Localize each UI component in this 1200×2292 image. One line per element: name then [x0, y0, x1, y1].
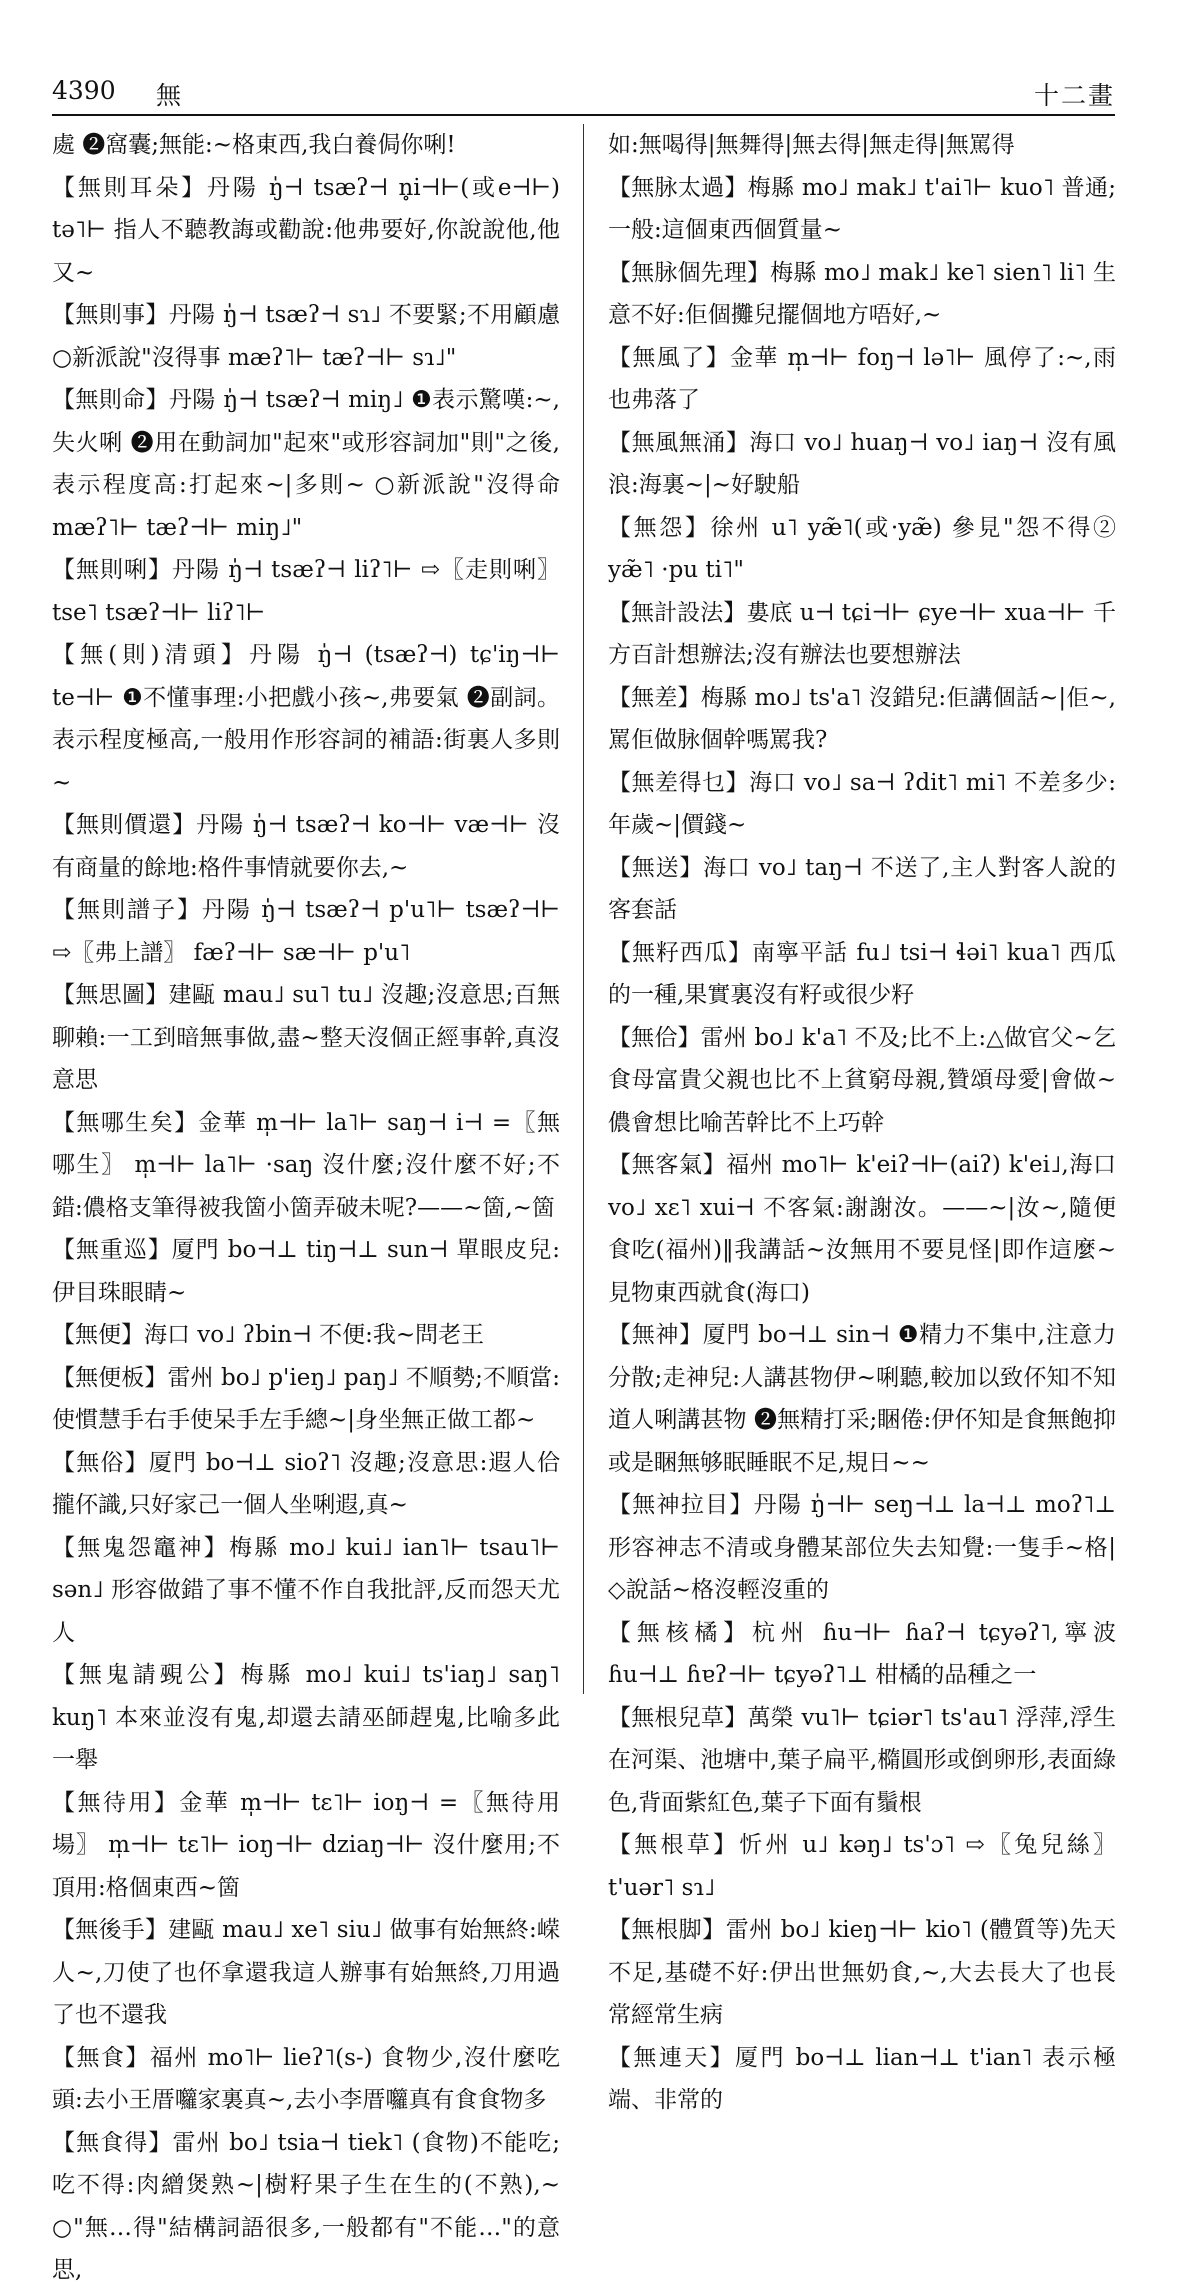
entry: 【無則耳朵】丹陽 ŋ̍⊣ tsæʔ⊣ n̥i⊣⊢(或e⊣⊢) tə˥⊢ 指人不聽教誨或勸說:他弗要好,你說說他,他又~ [52, 174, 560, 286]
page-number: 4390 [52, 76, 116, 105]
entry: 【無則價還】丹陽 ŋ̍⊣ tsæʔ⊣ ko⊣⊢ væ⊣⊢ 沒有商量的餘地:格件事情就要你去,~ [52, 812, 560, 881]
entry: 【無計設法】婁底 u⊣ tɕi⊣⊢ ɕye⊣⊢ xua⊣⊢ 千方百計想辦法;沒有辦法也要想辦法 [608, 599, 1116, 668]
entry: 處 ❷窩囊;無能:~格東西,我白養侷你唎! [52, 132, 456, 158]
entry: 【無重巡】厦門 bo⊣⊥ tiŋ⊣⊥ sun⊣ 單眼皮兒:伊目珠眼睛~ [52, 1237, 560, 1306]
page-header [52, 68, 1115, 116]
entry: 【無脉個先理】梅縣 mo˩ mak˩ ke˥ sien˥ li˥ 生意不好:佢個攤兒擺個地方唔好,~ [608, 259, 1116, 328]
entry: 【無佮】雷州 bo˩ k'a˥ 不及;比不上:△做官父~乞食母富貴父親也比不上貧窮母親,贊頌母愛|會做~儂會想比喻苦幹比不上巧幹 [608, 1024, 1116, 1136]
entry: 【無風無涌】海口 vo˩ huaŋ⊣ vo˩ iaŋ⊣ 沒有風浪:海裏~|~好駛船 [608, 429, 1116, 498]
entry: 【無俗】厦門 bo⊣⊥ sioʔ˥ 沒趣;沒意思:遐人佮攏伓識,只好家己一個人坐唎遐,真~ [52, 1449, 560, 1518]
entry: 【無神拉目】丹陽 ŋ̍⊣⊢ seŋ⊣⊥ la⊣⊥ moʔ˥⊥ 形容神志不清或身體某部位失去知覺:一隻手~格|◇說話~格沒輕沒重的 [608, 1492, 1116, 1603]
entry: 【無食】福州 mo˥⊢ lieʔ˥(s-) 食物少,沒什麼吃頭:去小王厝囖家裏真~,去小李厝囖真有食食物多 [52, 2044, 560, 2113]
entry: 【無風了】金華 m̩⊣⊢ foŋ⊣ lə˥⊢ 風停了:~,雨也弗落了 [608, 344, 1116, 413]
entry: 【無脉太過】梅縣 mo˩ mak˩ t'ai˥⊢ kuo˥ 普通;一般:這個東西個質量~ [608, 174, 1116, 243]
section-title: 十二畫 [1033, 81, 1115, 110]
entry: 【無則命】丹陽 ŋ̍⊣ tsæʔ⊣ miŋ˩ ❶表示驚嘆:~,失火唎 ❷用在動詞加"起來"或形容詞加"則"之後,表示程度高:打起來~|多則~ ○新派說"沒得命 mæʔ˥⊢ tæʔ⊣⊢ miŋ˩" [52, 387, 560, 541]
entry: 【無根兒草】萬榮 vu˥⊢ tɕiər˥ ts'au˥ 浮萍,浮生在河渠、池塘中,葉子扁平,橢圓形或倒卵形,表面綠色,背面紫紅色,葉子下面有鬚根 [608, 1704, 1116, 1816]
entry: 【無思圖】建甌 mau˩ su˥ tu˩ 沒趣;沒意思;百無聊賴:一工到暗無事做,盡~整天沒個正經事幹,真沒意思 [52, 982, 560, 1093]
column-divider [583, 124, 584, 1694]
entry: 【無根草】忻州 u˩ kəŋ˩ ts'ɔ˥ ⇨〖兔兒絲〗t'uər˥ sɿ˩ [608, 1832, 1116, 1901]
entry: 【無怨】徐州 u˥ yæ̃˥(或·yæ̃) 參見"怨不得② yæ̃˥ ·pu ti˥" [608, 514, 1116, 583]
entry: 【無送】海口 vo˩ taŋ⊣ 不送了,主人對客人說的客套話 [608, 854, 1116, 923]
entry: 【無核橘】杭州 ɦu⊣⊢ ɦaʔ⊣ tɕyəʔ˥,寧波 ɦu⊣⊥ ɦɐʔ⊣⊢ tɕyəʔ˥⊥ 柑橘的品種之一 [608, 1619, 1116, 1688]
entry: 【無神】厦門 bo⊣⊥ sin⊣ ❶精力不集中,注意力分散;走神兒:人講甚物伊~唎聽,較加以致伓知不知道人唎講甚物 ❷無精打采;睏倦:伊伓知是食無飽抑或是睏無够眠睡眠不足,規日~~ [608, 1322, 1116, 1476]
entry: 【無便】海口 vo˩ ʔbin⊣ 不便:我~問老王 [52, 1322, 485, 1348]
entry: 【無鬼請覡公】梅縣 mo˩ kui˩ ts'iaŋ˩ saŋ˥ kuŋ˥ 本來並沒有鬼,却還去請巫師趕鬼,比喻多此一舉 [52, 1662, 560, 1773]
entry: 【無根脚】雷州 bo˩ kieŋ⊣⊢ kio˥ (體質等)先天不足,基礎不好:伊出世無奶食,~,大去長大了也長常經常生病 [608, 1917, 1116, 2028]
entry: 【無後手】建甌 mau˩ xe˥ siu˩ 做事有始無終:嵘人~,刀使了也伓拿還我這人辦事有始無終,刀用過了也不還我 [52, 1917, 560, 2028]
entry: 【無客氣】福州 mo˥⊢ k'eiʔ⊣⊢(aiʔ) k'ei˩,海口 vo˩ xɛ˥ xui⊣ 不客氣:謝謝汝。——~|汝~,隨便食吃(福州)‖我講話~汝無用不要見怪|即作這麼~見物東西就食(海口) [608, 1152, 1116, 1306]
entry: 【無鬼怨竈神】梅縣 mo˩ kui˩ ian˥⊢ tsau˥⊢ sən˩ 形容做錯了事不懂不作自我批評,反而怨天尤人 [52, 1534, 560, 1646]
entry: 【無則譜子】丹陽 ŋ̍⊣ tsæʔ⊣ p'u˥⊢ tsæʔ⊣⊢ ⇨〖弗上譜〗 fæʔ⊣⊢ sæ⊣⊢ p'u˥ [52, 897, 560, 966]
entry: 【無(則)清頭】丹陽 ŋ̍⊣ (tsæʔ⊣) tɕ'iŋ⊣⊢ te⊣⊢ ❶不懂事理:小把戲小孩~,弗要氣 ❷副詞。表示程度極高,一般用作形容詞的補語:街裏人多則~ [52, 642, 560, 796]
entry: 【無便板】雷州 bo˩ p'ieŋ˩ paŋ˩ 不順勢;不順當:使慣慧手右手使呆手左手總~|身坐無正做工都~ [52, 1364, 560, 1433]
right-column [608, 124, 1116, 2113]
entry: 【無差】梅縣 mo˩ ts'a˥ 沒錯兒:佢講個話~|佢~,罵佢做脉個幹嗎罵我? [608, 684, 1116, 753]
entry: 【無待用】金華 m̩⊣⊢ tɛ˥⊢ ioŋ⊣ =〖無待用場〗 m̩⊣⊢ tɛ˥⊢ ioŋ⊣⊢ dziaŋ⊣⊢ 沒什麼用;不頂用:格個東西~箇 [52, 1789, 560, 1901]
entry: 【無差得乜】海口 vo˩ sa⊣ ʔdit˥ mi˥ 不差多少:年歲~|價錢~ [608, 769, 1116, 838]
head-character: 無 [156, 81, 182, 110]
entry: 【無則事】丹陽 ŋ̍⊣ tsæʔ⊣ sɿ˩ 不要緊;不用顧慮 ○新派說"沒得事 mæʔ˥⊢ tæʔ⊣⊢ sɿ˩" [52, 302, 560, 371]
entry: 【無食得】雷州 bo˩ tsia⊣ tiek˥ (食物)不能吃;吃不得:肉繒煲熟~|樹籽果子生在生的(不熟),~ ○"無…得"結構詞語很多,一般都有"不能…"的意思, [52, 2129, 560, 2283]
entry: 【無籽西瓜】南寧平話 fu˩ tsi⊣ ɬəi˥ kua˥ 西瓜的一種,果實裏沒有籽或很少籽 [608, 939, 1116, 1008]
entry: 【無哪生矣】金華 m̩⊣⊢ la˥⊢ saŋ⊣ i⊣ =〖無哪生〗 m̩⊣⊢ la˥⊢ ·saŋ 沒什麼;沒什麼不好;不錯:儂格支筆得被我箇小箇弄破未呢?——~箇,~箇 [52, 1109, 560, 1221]
entry: 【無則唎】丹陽 ŋ̍⊣ tsæʔ⊣ liʔ˥⊢ ⇨〖走則唎〗 tse˥ tsæʔ⊣⊢ liʔ˥⊢ [52, 557, 560, 626]
entry: 【無連天】厦門 bo⊣⊥ lian⊣⊥ t'ian˥ 表示極端、非常的 [608, 2044, 1116, 2113]
left-column [52, 124, 560, 2283]
entry: 如:無喝得|無舞得|無去得|無走得|無罵得 [608, 132, 1015, 158]
